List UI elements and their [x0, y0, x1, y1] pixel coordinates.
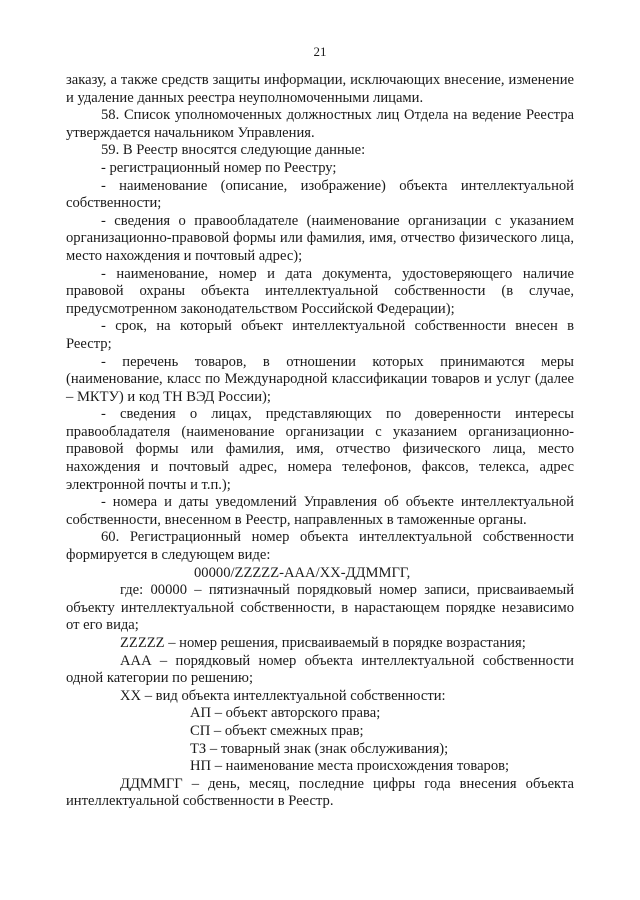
paragraph-60: 60. Регистрационный номер объекта интеллектуальной собственности формируется в следующем виде:	[66, 529, 574, 564]
list-item-rightholder: - сведения о правообладателе (наименование организации с указанием организационно-правовой формы или фамилия, имя, отчество физического лица, место нахождения и почтовый адрес);	[66, 212, 574, 264]
list-item-notifications: - номера и даты уведомлений Управления об объекте интеллектуальной собственности, внесенном в Реестр, направленных в таможенные органы.	[66, 494, 574, 528]
list-item-document: - наименование, номер и дата документа, удостоверяющего наличие правовой охраны объекта интеллектуальной собственности (в случае, предусмотренном законодательством Российской Федерации);	[66, 265, 574, 317]
paragraph-59: 59. В Реестр вносятся следующие данные:	[101, 142, 366, 159]
list-item-goods: - перечень товаров, в отношении которых принимаются меры (наименование, класс по Международной классификации товаров и услуг (далее – МКТУ) и код ТН ВЭД России);	[66, 353, 574, 405]
document-body	[66, 72, 574, 811]
page-number: 21	[313, 44, 327, 59]
paragraph-continuation: заказу, а также средств защиты информации, исключающих внесение, изменение и удаление данных реестра неуполномоченными лицами.	[66, 72, 574, 106]
definition-date: ДДММГГ – день, месяц, последние цифры года внесения объекта интеллектуальной собственности в Реестр.	[66, 775, 574, 810]
list-item-representatives: - сведения о лицах, представляющих по доверенности интересы правообладателя (наименование организации с указанием организационно-правовой формы или фамилия, имя, отчество физического лица, место нахождения и почтовый адрес, номера телефонов, факсов, телекса, адрес электронной почты и т.п.);	[66, 406, 574, 493]
registration-number-format: 00000/ZZZZZ-ААА/ХХ-ДДММГГ,	[194, 564, 411, 581]
object-type-tz: ТЗ – товарный знак (знак обслуживания);	[190, 740, 449, 757]
definition-category-number: ААА – порядковый номер объекта интеллектуальной собственности одной категории по решению;	[66, 652, 574, 687]
paragraph-58: 58. Список уполномоченных должностных лиц Отдела на ведение Реестра утверждается начальником Управления.	[66, 107, 574, 141]
definition-serial-number: где: 00000 – пятизначный порядковый номер записи, присваиваемый объекту интеллектуальной собственности, в нарастающем порядке независимо от его вида;	[66, 582, 574, 634]
object-type-ap: АП – объект авторского права;	[190, 705, 381, 722]
list-item-object-name: - наименование (описание, изображение) объекта интеллектуальной собственности;	[66, 177, 574, 212]
object-type-sp: СП – объект смежных прав;	[190, 722, 364, 739]
list-item-term: - срок, на который объект интеллектуальной собственности внесен в Реестр;	[66, 318, 574, 352]
definition-decision-number: ZZZZZ – номер решения, присваиваемый в порядке возрастания;	[120, 635, 526, 651]
object-type-np: НП – наименование места происхождения товаров;	[190, 758, 510, 775]
definition-object-type: ХХ – вид объекта интеллектуальной собственности:	[120, 687, 446, 704]
list-item-registration-number: - регистрационный номер по Реестру;	[101, 159, 337, 176]
